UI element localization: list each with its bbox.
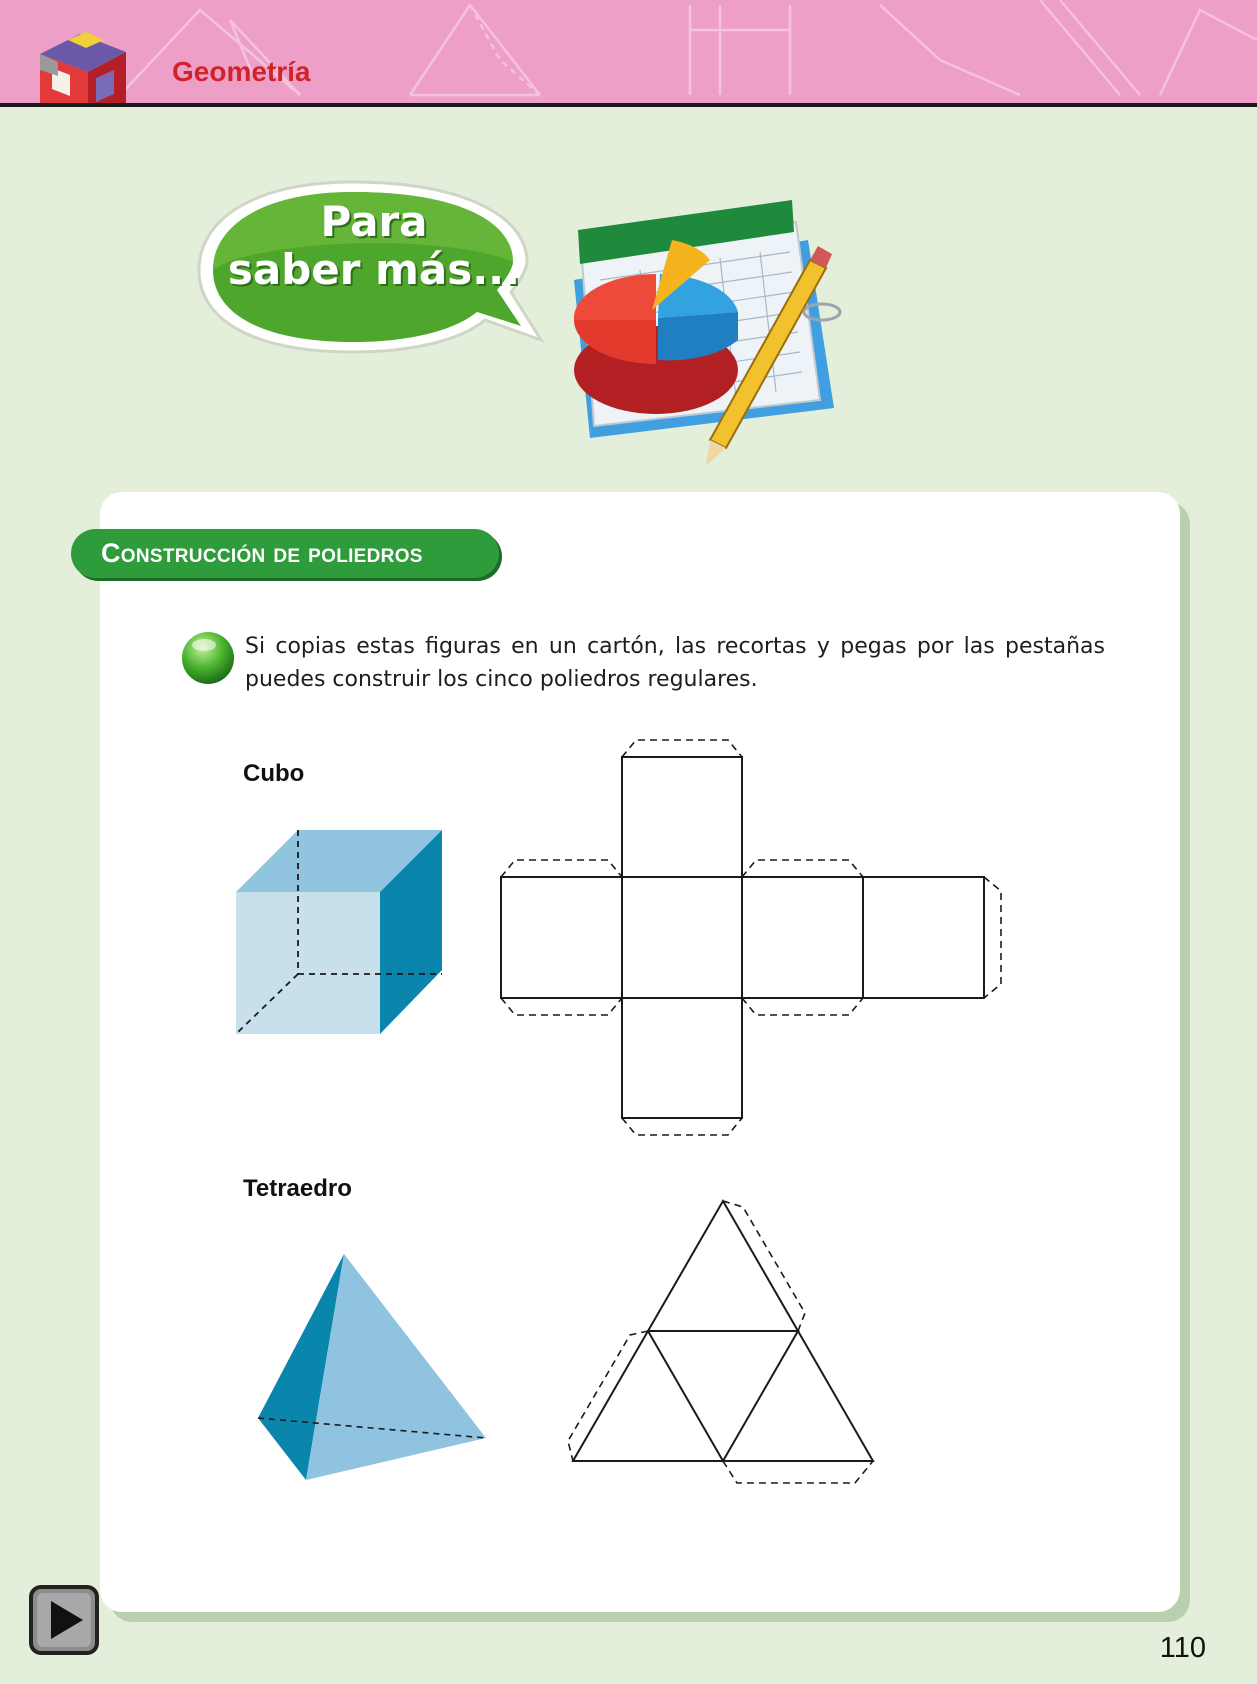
cube-logo-icon <box>30 26 134 107</box>
callout-line-1: Para <box>320 197 428 246</box>
cube-3d-illustration <box>236 828 446 1038</box>
callout-line-2: saber más... <box>227 245 521 294</box>
callout-text <box>214 198 534 294</box>
cube-label: Cubo <box>243 760 305 787</box>
page-number: 110 <box>1159 1632 1206 1664</box>
section-title: Geometría <box>172 56 311 87</box>
tetrahedron-label: Tetraedro <box>243 1175 352 1202</box>
header-band <box>0 0 1257 107</box>
cube-net-diagram <box>495 735 1015 1141</box>
intro-paragraph: Si copias estas figuras en un cartón, las recortas y pegas por las pestañas puedes construir los cinco poliedros regulares. <box>245 634 1105 692</box>
pie-chart-pencil-icon <box>560 200 880 480</box>
play-icon[interactable] <box>29 1585 101 1657</box>
tetrahedron-3d-illustration <box>250 1248 490 1488</box>
tetrahedron-net-diagram <box>555 1195 885 1495</box>
topic-title: Construcción de poliedros <box>101 538 423 568</box>
topic-pill <box>71 529 499 578</box>
green-sphere-bullet-icon <box>180 630 236 686</box>
